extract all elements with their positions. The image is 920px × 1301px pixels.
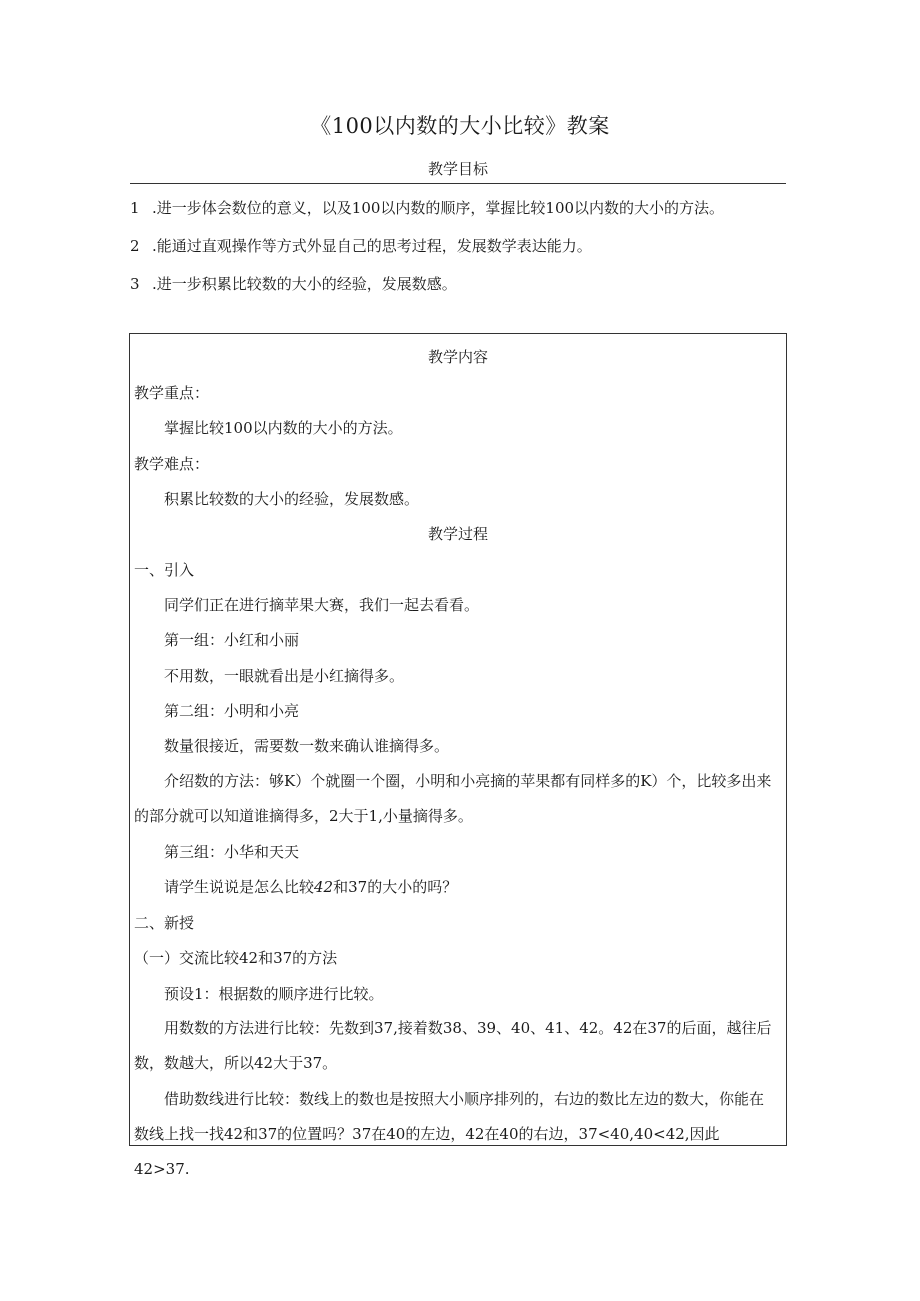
- goal-number: 2: [130, 237, 140, 255]
- paragraph: 用数数的方法进行比较：先数到37,接着数38、39、40、41、42。42在37的后面，越往后数，数越大，所以42大于37。: [134, 1019, 772, 1072]
- goal-number: 1: [130, 199, 140, 217]
- content-box: [129, 333, 787, 1178]
- number-42: 42: [314, 878, 334, 896]
- paragraph: 借助数线进行比较：数线上的数也是按照大小顺序排列的，右边的数比左边的数大，你能在数线上找一找42和37的位置吗？37在40的左边，42在40的右边，37<40,40<42,因此42>37.: [134, 1090, 765, 1178]
- paragraph: [164, 877, 457, 897]
- goal-item: [130, 236, 810, 256]
- goal-item: [130, 274, 810, 294]
- subsection-heading: （一）交流比较42和37的方法: [134, 949, 338, 967]
- section-intro-heading: 一、引入: [134, 561, 195, 579]
- goal-text: .进一步积累比较数的大小的经验，发展数感。: [152, 275, 457, 293]
- paragraph-text: 和37的大小的吗？: [333, 878, 458, 896]
- difficult-point-label: 教学难点：: [134, 455, 210, 473]
- content-heading: 教学内容: [427, 348, 488, 366]
- goal-item: [130, 198, 810, 218]
- paragraph: 第二组：小明和小亮: [164, 702, 300, 720]
- goal-text: .进一步体会数位的意义，以及100以内数的顺序，掌握比较100以内数的大小的方法。: [152, 199, 725, 217]
- key-point-label: 教学重点：: [134, 384, 210, 402]
- goal-number: 3: [130, 275, 140, 293]
- difficult-point-text: 积累比较数的大小的经验，发展数感。: [164, 490, 420, 508]
- section-new-heading: 二、新授: [134, 914, 195, 932]
- paragraph: 第三组：小华和天天: [164, 843, 300, 861]
- paragraph: 第一组：小红和小丽: [164, 631, 300, 649]
- goal-text: .能通过直观操作等方式外显自己的思考过程，发展数学表达能力。: [152, 237, 592, 255]
- process-heading: 教学过程: [427, 525, 488, 543]
- paragraph: 数量很接近，需要数一数来确认谁摘得多。: [164, 737, 450, 755]
- key-point-text: 掌握比较100以内数的大小的方法。: [164, 419, 403, 437]
- paragraph: 同学们正在进行摘苹果大赛，我们一起去看看。: [164, 596, 480, 614]
- goals-heading: 教学目标: [130, 158, 786, 184]
- paragraph: 预设1：根据数的顺序进行比较。: [164, 985, 384, 1003]
- page-title: 《100以内数的大小比较》教案: [310, 114, 610, 138]
- paragraph: 介绍数的方法：够K）个就圈一个圈，小明和小亮摘的苹果都有同样多的K）个，比较多出来的部分就可以知道谁摘得多，2大于1,小量摘得多。: [134, 772, 772, 825]
- paragraph: 不用数，一眼就看出是小红摘得多。: [164, 667, 405, 685]
- paragraph-text: 请学生说说是怎么比较: [164, 878, 315, 896]
